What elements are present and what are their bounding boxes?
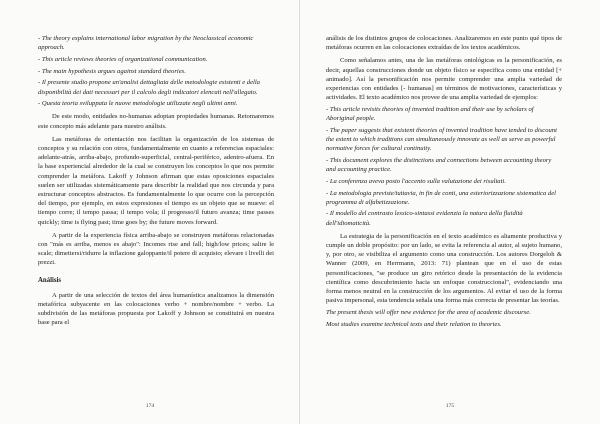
body-paragraph: De este modo, entidades no-humanas adoptan propiedades humanas. Retomaremos este concepto más adelante para nuestro análisis. [38,113,274,130]
left-text-column [38,34,274,330]
example-sentence: - The theory explains international labor migration by the Neoclassical economic approach. [38,35,254,52]
example-sentence: - La conferenza aveva posto l'accento sulla valutazione dei risultati. [326,177,506,185]
example-sentence: - This article revisits theories of invented tradition and their use by scholars of Aboriginal people. [326,105,534,123]
body-paragraph: A partir de una selección de textos del área humanística analizamos la dimensión metafórica subyacente en las colocaciones verbo + nombre/nombre + verbo. La subdivisión de las metáforas propuesta por Lakoff y Johnson se constituirá en nuestra base para el [38,291,274,327]
example-sentence: - Questa teoria sviluppata le nuove metodologie utilizzate negli ultimi anni. [38,100,238,108]
body-paragraph: A partir de la experiencia física arriba-abajo se construyen metáforas relacionadas con "más es arriba, menos es abajo": Incomes rise and fall; high/low prices; salire le scale; dimettersi/ridurre la inflazione galoppante/il potere di acquisto; elevare i livelli dei prezzi. [38,231,274,267]
body-paragraph: análisis de los distintos grupos de colocaciones. Analizaremos en este punto qué tipos de metáforas ocurren en las colocaciones extraídas de los textos académicos. [326,35,562,52]
example-sentence: - This document explores the distinctions and connections between accounting theory and accounting practice. [326,156,552,174]
page-number: 175 [445,403,455,409]
body-paragraph: Como señalamos antes, una de las metáforas ontológicas es la personificación, es decir, aquellas construcciones donde un objeto físico se especifica como una entidad [+ animado]. Así la personificación nos permite comprender una amplia variedad de experiencias con entidades [- humanas] en términos de motivaciones, características y actividades. El texto académico nos provee de una amplia variedad de ejemplos: [326,57,562,102]
section-heading: Análisis [38,276,62,284]
right-text-column [326,34,562,331]
right-page [300,0,600,424]
example-sentence: - This article reviews theories of organizational communication. [38,55,208,63]
page-number: 174 [145,403,155,409]
example-sentence: - Il modello del contrasto lessico-sintassi evidenzia la natura della fluidità dell'idiomaticità. [326,210,523,227]
example-sentence: - Il presente studio propone un'analisi dettagliata delle metodologie esistenti e della disponibilità dei dati necessari per il calcolo degli indicatori elencati nell'allegato. [38,79,260,96]
body-paragraph: La estrategia de la personificación en el texto académico es altamente productiva y cumple un doble propósito: por un lado, se evita la referencia al autor, al sujeto humano, y, por otro, se visibiliza el argumento como una construcción. Los autores Dorgeloh & Wanner (2009, en Herrmann, 2013: 71) plantean que en el uso de estas personificaciones, "se produce un giro retórico desde la presentación de la evidencia científica como descubrimiento hacia un enfoque construccional", evidenciando una forma menos neutral en la construcción de los argumentos. Al evitar el uso de la forma pasiva impersonal, esta tendencia señala una forma más correcta de presentar las teorías. [326,232,562,305]
body-paragraph: Las metáforas de orientación nos facilitan la organización de los sistemas de conceptos y su relación con otros, fundamentalmente en cuanto a referencias espaciales: adelante-atrás, arriba-abajo, profundo-superficial, central-periférico, adentro-afuera. En la base experiencial alrededor de la cual se construyen los conceptos lo que nos permite comprender la metáfora. Lakoff y Johnson afirman que estas oposiciones espaciales suelen ser utilizadas sistemáticamente para describir la realidad que nos circunda y para estructurar conceptos abstractos. Es fundamentalmente lo que ocurre con la percepción del tiempo, por ejemplo, en estos expresiones el tiempo es un objeto que se mueve: el tiempo corre; il tempo passa; il tempo vola; il progresso/il futuro avanza; time passes quickly; time is flying past; time goes by; the future moves forward. [38,135,274,226]
example-sentence: Most studies examine technical texts and their relation to theories. [326,320,502,328]
example-sentence: - La metodologia previste/tuttavia, in fin de conti, una esteriorizzazione sistematica del programma di alfabetizzazione. [326,189,556,206]
example-sentence: - The main hypothesis argues against standard theories. [38,67,186,75]
example-sentence: - The paper suggests that existent theories of invented tradition have tended to discount the extent to which traditions can simultaneously innovate as well as serve as powerful normative forces for cultural continuity. [326,126,557,153]
example-sentence: The present thesis will offer new evidence for the area of academic discourse. [326,308,531,316]
